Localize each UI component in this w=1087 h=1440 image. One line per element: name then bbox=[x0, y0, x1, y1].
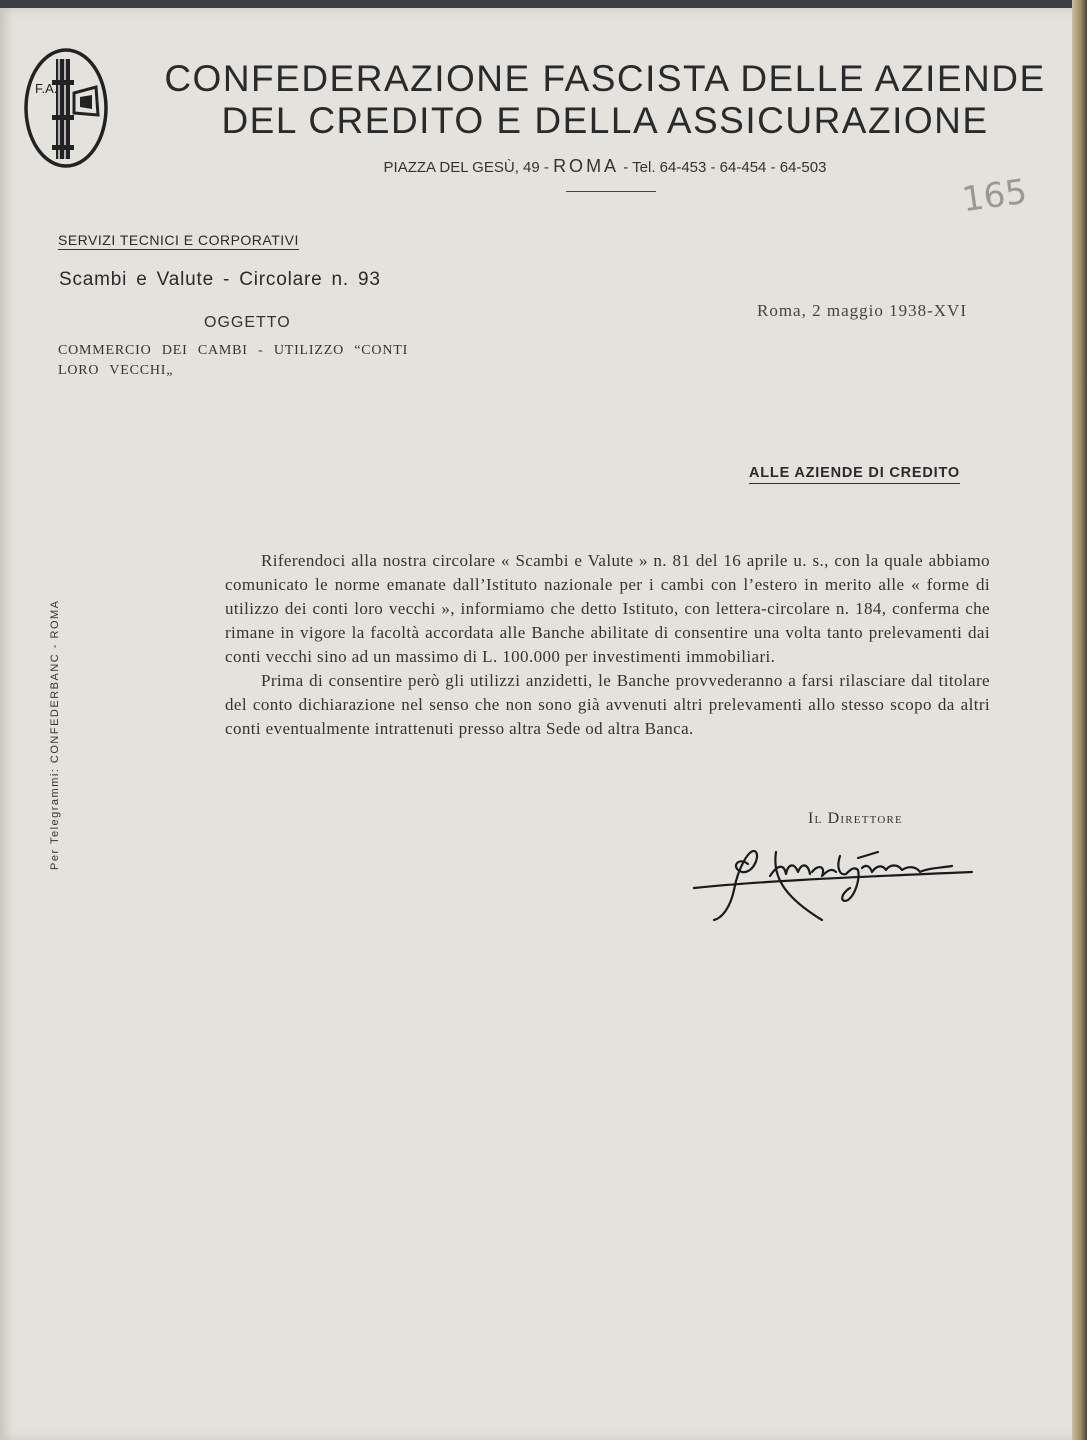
letter-date: Roma, 2 maggio 1938-XVI bbox=[757, 301, 967, 320]
page-edge bbox=[1072, 0, 1087, 1440]
signer-title: Il Direttore bbox=[808, 810, 903, 827]
subject-text: COMMERCIO DEI CAMBI - UTILIZZO “CONTI LORO VECCHI„ bbox=[58, 343, 409, 378]
department-heading: SERVIZI TECNICI E CORPORATIVI bbox=[58, 232, 299, 248]
handwritten-signature bbox=[690, 838, 980, 928]
body-paragraph: Prima di consentire però gli utilizzi anzidetti, le Banche provvederanno a farsi rilasciare dal titolare del conto dichiarazione nel senso che non sono già avvenuti altri prelevamenti allo stesso scopo da altri conti eventualmente intrattenuti presso altra Sede od altra Banca. bbox=[225, 671, 990, 738]
fasces-emblem-icon bbox=[22, 45, 110, 171]
letter-body bbox=[225, 549, 990, 741]
pencil-page-number: 165 bbox=[959, 171, 1030, 221]
circular-reference: Scambi e Valute - Circolare n. 93 bbox=[59, 269, 381, 290]
address-street: PIAZZA DEL GESÙ, 49 bbox=[383, 159, 540, 176]
body-paragraph: Riferendoci alla nostra circolare « Scambi e Valute » n. 81 del 16 aprile u. s., con la quale abbiamo comunicato le norme emanate dall’Istituto nazionale per i cambi con l’estero in merito alle « forme di utilizzo dei conti loro vecchi », informiamo che detto Istituto, con lettera-circolare n. 184, conferma che rimane in vigore la facoltà accordata alle Banche abilitate di consentire una volta tanto prelevamenti dai conti vecchi sino ad un massimo di L. 100.000 per investimenti immobiliari. bbox=[225, 551, 990, 666]
subject-label: OGGETTO bbox=[204, 314, 291, 331]
letterhead-address: PIAZZA DEL GESÙ, 49 - ROMA - Tel. 64-453 - 64-454 - 64-503 bbox=[383, 156, 827, 176]
address-city: ROMA bbox=[553, 156, 620, 176]
org-name-line1: CONFEDERAZIONE FASCISTA DELLE AZIENDE bbox=[164, 58, 1046, 99]
recipient-heading: ALLE AZIENDE DI CREDITO bbox=[749, 465, 960, 484]
org-name-line2: DEL CREDITO E DELLA ASSICURAZIONE bbox=[221, 100, 989, 141]
address-phone: Tel. 64-453 - 64-454 - 64-503 bbox=[632, 159, 827, 176]
telegram-address: Per Telegrammi: CONFEDERBANC - ROMA bbox=[49, 599, 61, 870]
logo-letters: F.A. bbox=[35, 81, 58, 96]
letterhead-divider bbox=[566, 191, 656, 192]
